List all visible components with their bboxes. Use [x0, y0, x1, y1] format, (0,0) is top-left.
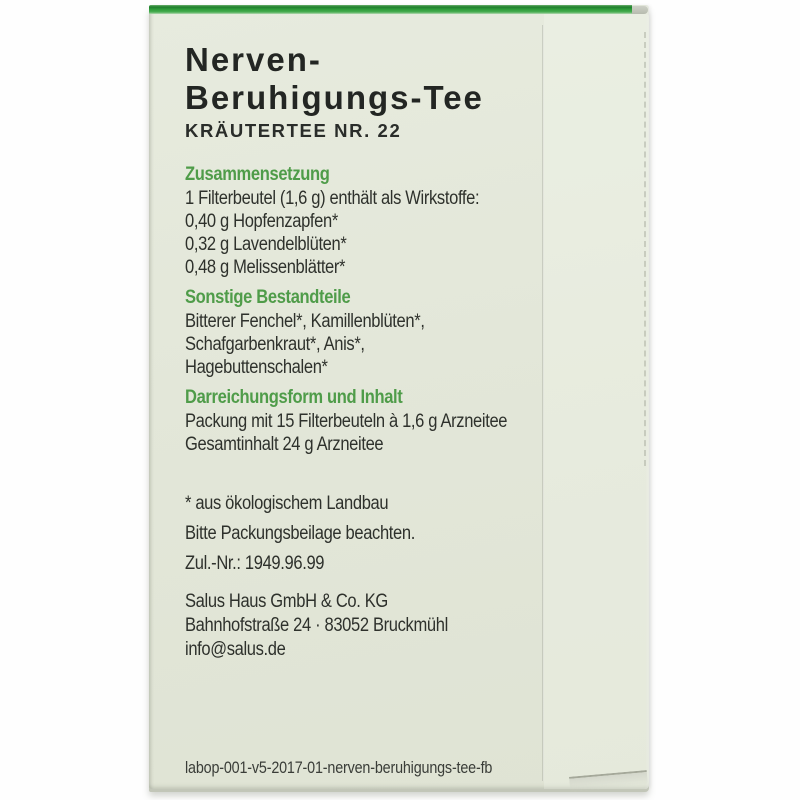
- manufacturer-address: Bahnhofstraße 24 · 83052 Bruckmühl: [185, 615, 448, 636]
- product-title-line2: Beruhigungs-Tee: [185, 79, 484, 116]
- label-text-block: [185, 163, 543, 763]
- other-ingredients-line: Hagebuttenschalen*: [185, 357, 328, 378]
- section-composition: [185, 163, 543, 279]
- manufacturer-name: Salus Haus GmbH & Co. KG: [185, 591, 388, 612]
- section-heading-other-ingredients: Sonstige Bestandteile: [185, 287, 351, 308]
- other-ingredients-line: Bitterer Fenchel*, Kamillenblüten*,: [185, 311, 425, 332]
- organic-farming-note: * aus ökologischem Landbau: [185, 493, 389, 514]
- composition-line: 0,48 g Melissenblätter*: [185, 257, 346, 278]
- manufacturer-email: info@salus.de: [185, 639, 286, 660]
- package-top-edge-stripe: [149, 5, 632, 14]
- composition-line: 1 Filterbeutel (1,6 g) enthält als Wirkstoffe:: [185, 188, 480, 209]
- composition-line: 0,32 g Lavendelblüten*: [185, 234, 347, 255]
- form-content-line: Packung mit 15 Filterbeuteln à 1,6 g Arzneitee: [185, 411, 508, 432]
- label-version-code: labop-001-v5-2017-01-nerven-beruhigungs-tee-fb: [185, 759, 493, 777]
- form-content-line: Gesamtinhalt 24 g Arzneitee: [185, 434, 384, 455]
- section-other-ingredients: [185, 286, 543, 379]
- tea-package-back-panel: [149, 5, 649, 789]
- product-title-block: [185, 41, 565, 142]
- other-ingredients-line: Schafgarbenkraut*, Anis*,: [185, 334, 365, 355]
- composition-line: 0,40 g Hopfenzapfen*: [185, 211, 338, 232]
- perforation-line: [644, 32, 646, 466]
- notes-block: [185, 492, 543, 575]
- package-insert-note: Bitte Packungsbeilage beachten.: [185, 523, 415, 544]
- package-flap-tab: [632, 6, 648, 14]
- approval-number: Zul.-Nr.: 1949.96.99: [185, 553, 325, 574]
- product-title-line1: Nerven-: [185, 41, 322, 78]
- product-subtitle: KRÄUTERTEE NR. 22: [185, 120, 402, 141]
- section-heading-form-and-content: Darreichungsform und Inhalt: [185, 387, 403, 408]
- section-form-and-content: [185, 386, 543, 456]
- section-heading-composition: Zusammensetzung: [185, 164, 330, 185]
- manufacturer-block: [185, 590, 543, 662]
